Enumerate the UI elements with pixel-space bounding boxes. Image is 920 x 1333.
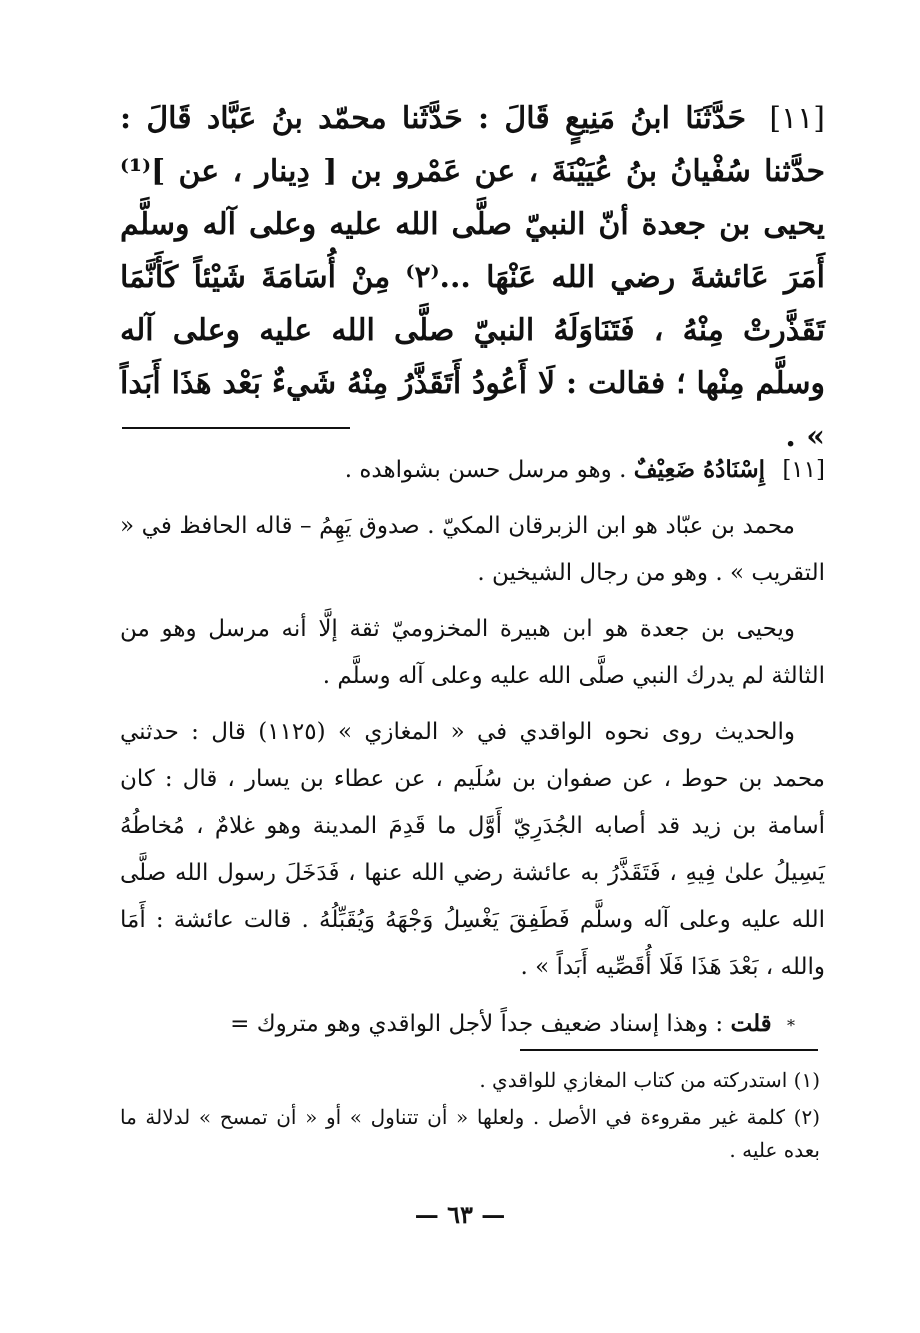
- separator-rule: [122, 427, 350, 429]
- verdict-label: إِسْنَادُهُ ضَعِيْفٌ: [633, 456, 765, 483]
- commentary-paragraph-2: ويحيى بن جعدة هو ابن هبيرة المخزوميّ ثقة إلَّا أنه مرسل وهو من الثالثة لم يدرك النبي صلَّى الله عليه وعلى آله وسلَّم .: [120, 616, 825, 689]
- footnote-separator: [520, 1049, 818, 1051]
- commentary-verdict-line: [120, 446, 825, 494]
- commentary-number: [١١]: [782, 457, 825, 483]
- commentary-paragraph-3: والحديث روى نحوه الواقدي في « المغازي » (١١٢٥) قال : حدثني محمد بن حوط ، عن صفوان بن سُلَيم ، عن عطاء بن يسار ، قال : كان أسامة بن زيد قد أصابه الجُدَرِيّ أَوَّل ما قَدِمَ المدينة وهو غلامٌ ، مُخاطُهُ يَسِيلُ علىٰ فِيهِ ، فَتَقَذَّرُ به عائشة رضي الله عنها ، فَدَخَلَ رسول الله صلَّى الله عليه وعلى آله وسلَّم فَطَفِقَ يَغْسِلُ وَجْهَهُ وَيُقَبِّلُهُ . قالت عائشة : أَمَا والله ، بَعْدَ هَذَا فَلَا أُقَصِّيه أَبَداً » .: [120, 719, 825, 980]
- hadith-text-block: [120, 92, 825, 463]
- commentary-block: [120, 446, 825, 1058]
- footnotes-block: [120, 1064, 820, 1171]
- hadith-number: [١١]: [769, 101, 825, 136]
- verdict-rest: . وهو مرسل حسن بشواهده .: [344, 457, 627, 483]
- footnote-2: (٢) كلمة غير مقروءة في الأصل . ولعلها « أن تتناول » أو « أن تمسح » لدلالة ما بعده عليه .: [120, 1105, 820, 1162]
- qult-label: قلت: [730, 1010, 772, 1037]
- commentary-paragraph-4: [120, 1000, 825, 1049]
- star-marker: *: [787, 1016, 795, 1035]
- page-number: — ٦٣ —: [414, 1200, 506, 1229]
- commentary-paragraph-4-text: : وهذا إسناد ضعيف جداً لأجل الواقدي وهو متروك =: [230, 1011, 724, 1037]
- footnote-1: (١) استدركته من كتاب المغازي للواقدي .: [479, 1068, 820, 1092]
- commentary-paragraph-1: محمد بن عبّاد هو ابن الزبرقان المكيّ . صدوق يَهِمُ – قاله الحافظ في « التقريب » . وهو من رجال الشيخين .: [120, 513, 825, 586]
- hadith-text: حَدَّثَنَا ابنُ مَنِيعٍ قَالَ : حَدَّثَنا محمّد بنُ عَبَّاد قَالَ : حدَّثنا سُفْيانُ بنُ عُيَيْنَةَ ، عن عَمْرو بن [ دِينار ، عن ]⁽¹⁾ يحيى بن جعدة أنّ النبيّ صلَّى الله عليه وعلى آله وسلَّم أَمَرَ عَائشةَ رضي الله عَنْهَا ...⁽٢⁾ مِنْ أُسَامَةَ شَيْئاً كَأَنَّمَا تَقَذَّرتْ مِنْهُ ، فَتَنَاوَلَهُ النبيّ صلَّى الله عليه وعلى آله وسلَّم مِنْها ؛ فقالت : لَا أَعُودُ أَتَقَذَّرُ مِنْهُ شَيءٌ بَعْد هَذَا أَبَداً » .: [120, 101, 825, 454]
